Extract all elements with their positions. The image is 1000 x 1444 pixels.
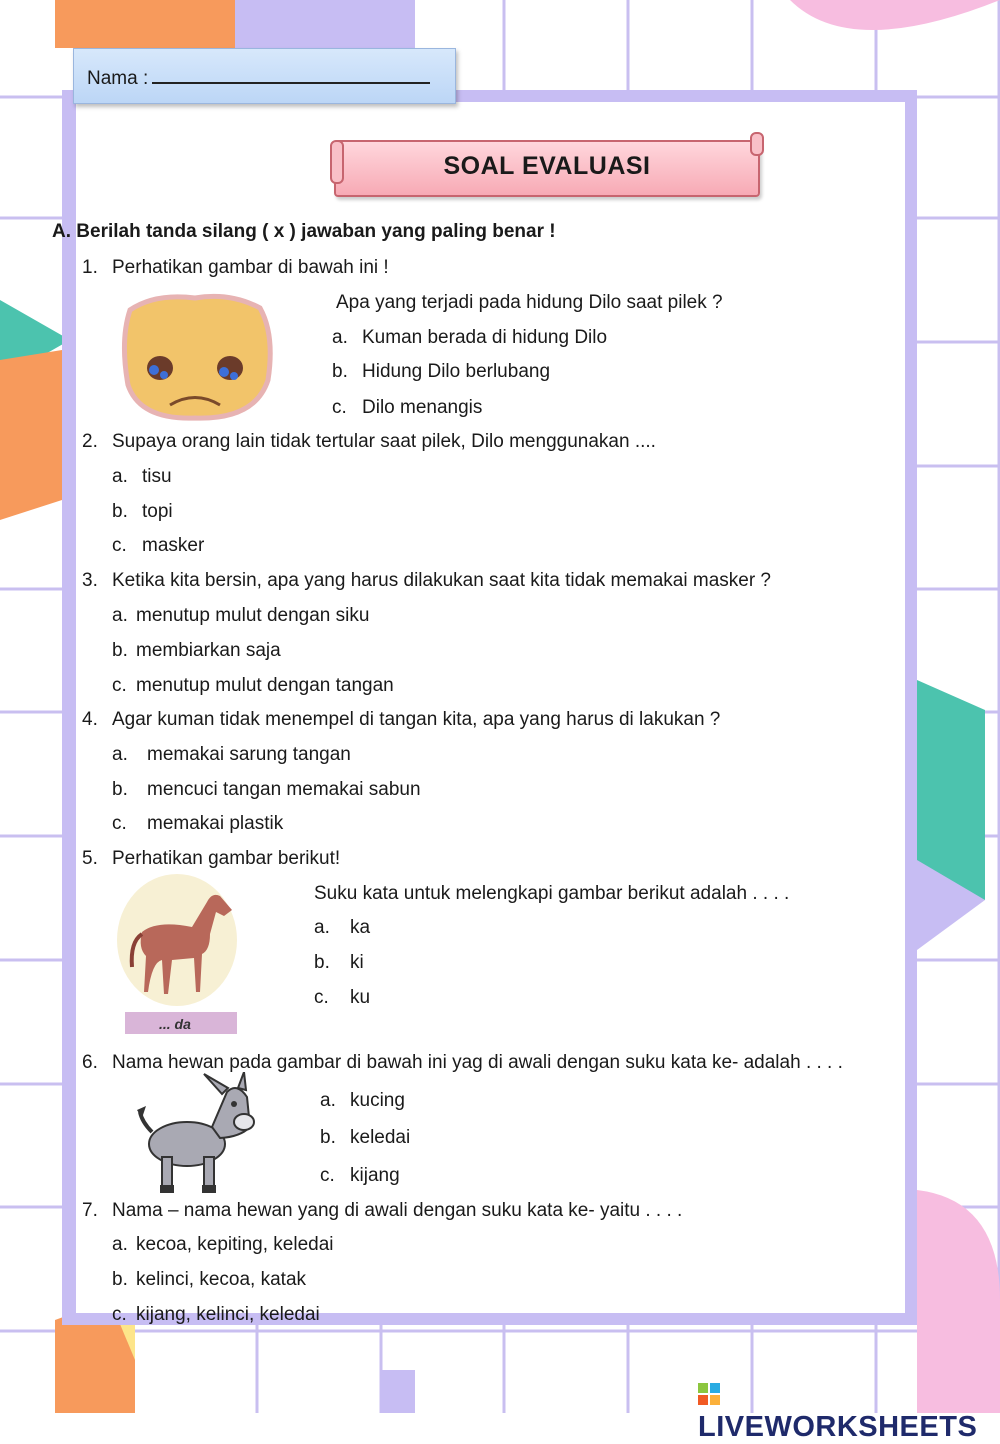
- name-input-line[interactable]: [152, 66, 430, 84]
- q7-option-b-letter[interactable]: b.: [112, 1269, 128, 1290]
- horse-caption-box: [125, 1012, 237, 1034]
- q1-option-b-letter[interactable]: b.: [332, 361, 348, 382]
- q7-option-a-letter[interactable]: a.: [112, 1234, 128, 1255]
- q5-option-b-letter[interactable]: b.: [314, 952, 330, 973]
- q4-option-c-letter[interactable]: c.: [112, 813, 127, 834]
- name-label: Nama :: [87, 68, 149, 89]
- q6-option-c[interactable]: kijang: [350, 1165, 400, 1186]
- q3-text: Ketika kita bersin, apa yang harus dilakukan saat kita tidak memakai masker ?: [112, 570, 771, 591]
- q5-option-a-letter[interactable]: a.: [314, 917, 330, 938]
- q2-option-c-letter[interactable]: c.: [112, 535, 127, 556]
- instruction: A. Berilah tanda silang ( x ) jawaban yang paling benar !: [52, 221, 556, 242]
- q4-option-b-letter[interactable]: b.: [112, 779, 128, 800]
- q4-option-a-letter[interactable]: a.: [112, 744, 128, 765]
- q6-option-b[interactable]: keledai: [350, 1127, 411, 1148]
- q7-option-b[interactable]: kelinci, kecoa, katak: [136, 1269, 307, 1290]
- q2-text: Supaya orang lain tidak tertular saat pilek, Dilo menggunakan ....: [112, 431, 656, 452]
- q1-number: 1.: [82, 257, 98, 278]
- q4-option-b[interactable]: mencuci tangan memakai sabun: [147, 779, 421, 800]
- q3-option-c[interactable]: menutup mulut dengan tangan: [136, 675, 394, 696]
- horse-illustration: [112, 872, 242, 1012]
- name-box: [73, 48, 456, 104]
- q2-number: 2.: [82, 431, 98, 452]
- q7-option-c-letter[interactable]: c.: [112, 1304, 127, 1325]
- q6-option-c-letter[interactable]: c.: [320, 1165, 335, 1186]
- q5-option-a[interactable]: ka: [350, 917, 371, 938]
- q6-option-b-letter[interactable]: b.: [320, 1127, 336, 1148]
- donkey-illustration: [132, 1072, 262, 1197]
- page-title: SOAL EVALUASI: [334, 140, 760, 197]
- q4-text: Agar kuman tidak menempel di tangan kita, apa yang harus di lakukan ?: [112, 709, 721, 730]
- q7-option-c[interactable]: kijang, kelinci, keledai: [136, 1304, 320, 1325]
- q3-option-c-letter[interactable]: c.: [112, 675, 127, 696]
- q1-option-c-letter[interactable]: c.: [332, 397, 347, 418]
- liveworksheets-watermark: [698, 1378, 1000, 1444]
- liveworksheets-logo-icon: [698, 1383, 720, 1405]
- q2-option-b-letter[interactable]: b.: [112, 501, 128, 522]
- q4-option-a[interactable]: memakai sarung tangan: [147, 744, 351, 765]
- q2-option-c[interactable]: masker: [142, 535, 205, 556]
- q5-option-c[interactable]: ku: [350, 987, 371, 1008]
- watermark-text: LIVEWORKSHEETS: [698, 1411, 978, 1443]
- q7-text: Nama – nama hewan yang di awali dengan suku kata ke- yaitu . . . .: [112, 1200, 683, 1221]
- q1-text: Perhatikan gambar di bawah ini !: [112, 257, 389, 278]
- horse-caption: ... da: [159, 1016, 191, 1032]
- q6-option-a-letter[interactable]: a.: [320, 1090, 336, 1111]
- q3-number: 3.: [82, 570, 98, 591]
- q1-option-c[interactable]: Dilo menangis: [362, 397, 483, 418]
- q4-number: 4.: [82, 709, 98, 730]
- q5-text: Perhatikan gambar berikut!: [112, 848, 341, 869]
- q5-option-c-letter[interactable]: c.: [314, 987, 329, 1008]
- q3-option-b-letter[interactable]: b.: [112, 640, 128, 661]
- q1-option-a[interactable]: Kuman berada di hidung Dilo: [362, 327, 608, 348]
- q7-number: 7.: [82, 1200, 98, 1221]
- q7-option-a[interactable]: kecoa, kepiting, keledai: [136, 1234, 334, 1255]
- q6-number: 6.: [82, 1052, 98, 1073]
- q1-option-a-letter[interactable]: a.: [332, 327, 348, 348]
- q2-option-a[interactable]: tisu: [142, 466, 172, 487]
- q3-option-a-letter[interactable]: a.: [112, 605, 128, 626]
- q1-option-b[interactable]: Hidung Dilo berlubang: [362, 361, 551, 382]
- q2-option-a-letter[interactable]: a.: [112, 466, 128, 487]
- q6-option-a[interactable]: kucing: [350, 1090, 405, 1111]
- q5-option-b[interactable]: ki: [350, 952, 364, 973]
- sick-nose-illustration: [110, 290, 280, 425]
- q2-option-b[interactable]: topi: [142, 501, 173, 522]
- q3-option-a[interactable]: menutup mulut dengan siku: [136, 605, 370, 626]
- q6-text: Nama hewan pada gambar di bawah ini yag di awali dengan suku kata ke- adalah . . . .: [112, 1052, 843, 1073]
- q5-sub-question: Suku kata untuk melengkapi gambar berikut adalah . . . .: [314, 883, 790, 904]
- q4-option-c[interactable]: memakai plastik: [147, 813, 284, 834]
- q1-sub-question: Apa yang terjadi pada hidung Dilo saat pilek ?: [336, 292, 723, 313]
- q5-number: 5.: [82, 848, 98, 869]
- q3-option-b[interactable]: membiarkan saja: [136, 640, 281, 661]
